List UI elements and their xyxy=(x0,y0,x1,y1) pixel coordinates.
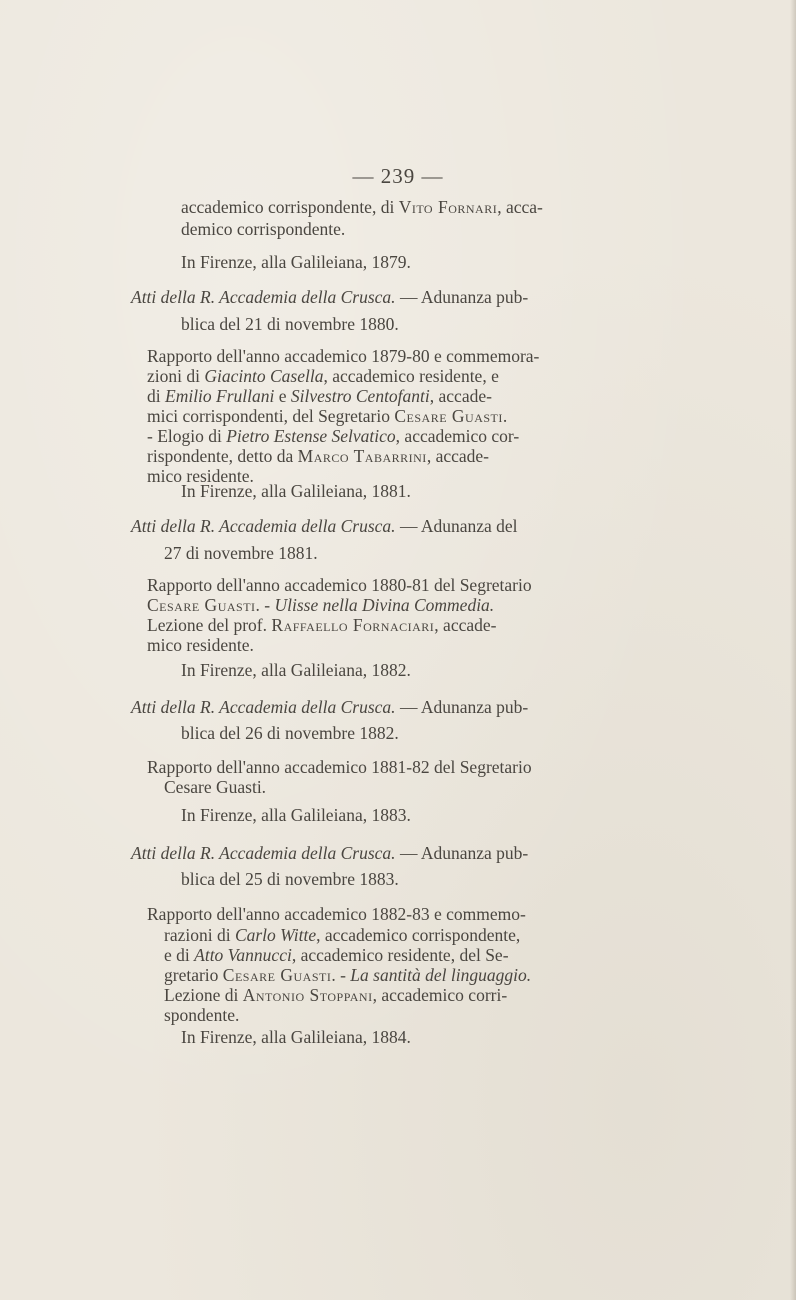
entry4-place: In Firenze, alla Galileiana, 1884. xyxy=(181,1027,411,1047)
entry3-title: Atti della R. Accademia della Crusca. — Adunanza pub- xyxy=(131,697,529,717)
entry4-title-line2: blica del 25 di novembre 1883. xyxy=(181,869,399,889)
entry4-title: Atti della R. Accademia della Crusca. — Adunanza pub- xyxy=(131,843,529,863)
page-number: — 239 — xyxy=(352,164,444,188)
entry3-body-line2: Cesare Guasti. xyxy=(164,777,267,797)
entry1-body-line3: di Emilio Frullani e Silvestro Centofanti, accade- xyxy=(147,386,492,406)
entry1-body-line5: - Elogio di Pietro Estense Selvatico, accademico cor- xyxy=(147,426,520,446)
entry4-body-line6: spondente. xyxy=(164,1005,240,1025)
entry3-title-line2: blica del 26 di novembre 1882. xyxy=(181,723,399,743)
entry4-body-line2: razioni di Carlo Witte, accademico corrispondente, xyxy=(164,925,521,945)
entry2-body-line3: Lezione del prof. Raffaello Fornaciari, accade- xyxy=(147,615,497,635)
entry2-body-line2: Cesare Guasti. - Ulisse nella Divina Commedia. xyxy=(147,595,495,615)
entry1-title: Atti della R. Accademia della Crusca. — Adunanza pub- xyxy=(131,287,529,307)
entry2-body-line1: Rapporto dell'anno accademico 1880-81 del Segretario xyxy=(147,575,532,595)
entry1-title-line2: blica del 21 di novembre 1880. xyxy=(181,314,399,334)
entry3-body-line1: Rapporto dell'anno accademico 1881-82 del Segretario xyxy=(147,757,532,777)
entry1-body-line4: mici corrispondenti, del Segretario Cesare Guasti. xyxy=(147,406,508,426)
entry4-body-line3: e di Atto Vannucci, accademico residente, del Se- xyxy=(164,945,509,965)
entry3-place: In Firenze, alla Galileiana, 1883. xyxy=(181,805,411,825)
entry0-line1: accademico corrispondente, di Vito Fornari, acca- xyxy=(181,197,543,217)
entry4-body-line1: Rapporto dell'anno accademico 1882-83 e commemo- xyxy=(147,904,526,924)
entry4-body-line5: Lezione di Antonio Stoppani, accademico corri- xyxy=(164,985,508,1005)
entry2-title-line2: 27 di novembre 1881. xyxy=(164,543,318,563)
page-edge-shadow xyxy=(790,0,796,1300)
entry2-place: In Firenze, alla Galileiana, 1882. xyxy=(181,660,411,680)
entry1-place: In Firenze, alla Galileiana, 1881. xyxy=(181,481,411,501)
entry1-body-line1: Rapporto dell'anno accademico 1879-80 e commemora- xyxy=(147,346,540,366)
entry2-title: Atti della R. Accademia della Crusca. — Adunanza del xyxy=(131,516,518,536)
entry1-body-line7: mico residente. xyxy=(147,466,254,486)
entry0-line2: demico corrispondente. xyxy=(181,219,346,239)
entry1-body-line2: zioni di Giacinto Casella, accademico residente, e xyxy=(147,366,499,386)
entry4-body-line4: gretario Cesare Guasti. - La santità del linguaggio. xyxy=(164,965,532,985)
entry0-place: In Firenze, alla Galileiana, 1879. xyxy=(181,252,411,272)
entry2-body-line4: mico residente. xyxy=(147,635,254,655)
entry1-body-line6: rispondente, detto da Marco Tabarrini, accade- xyxy=(147,446,489,466)
